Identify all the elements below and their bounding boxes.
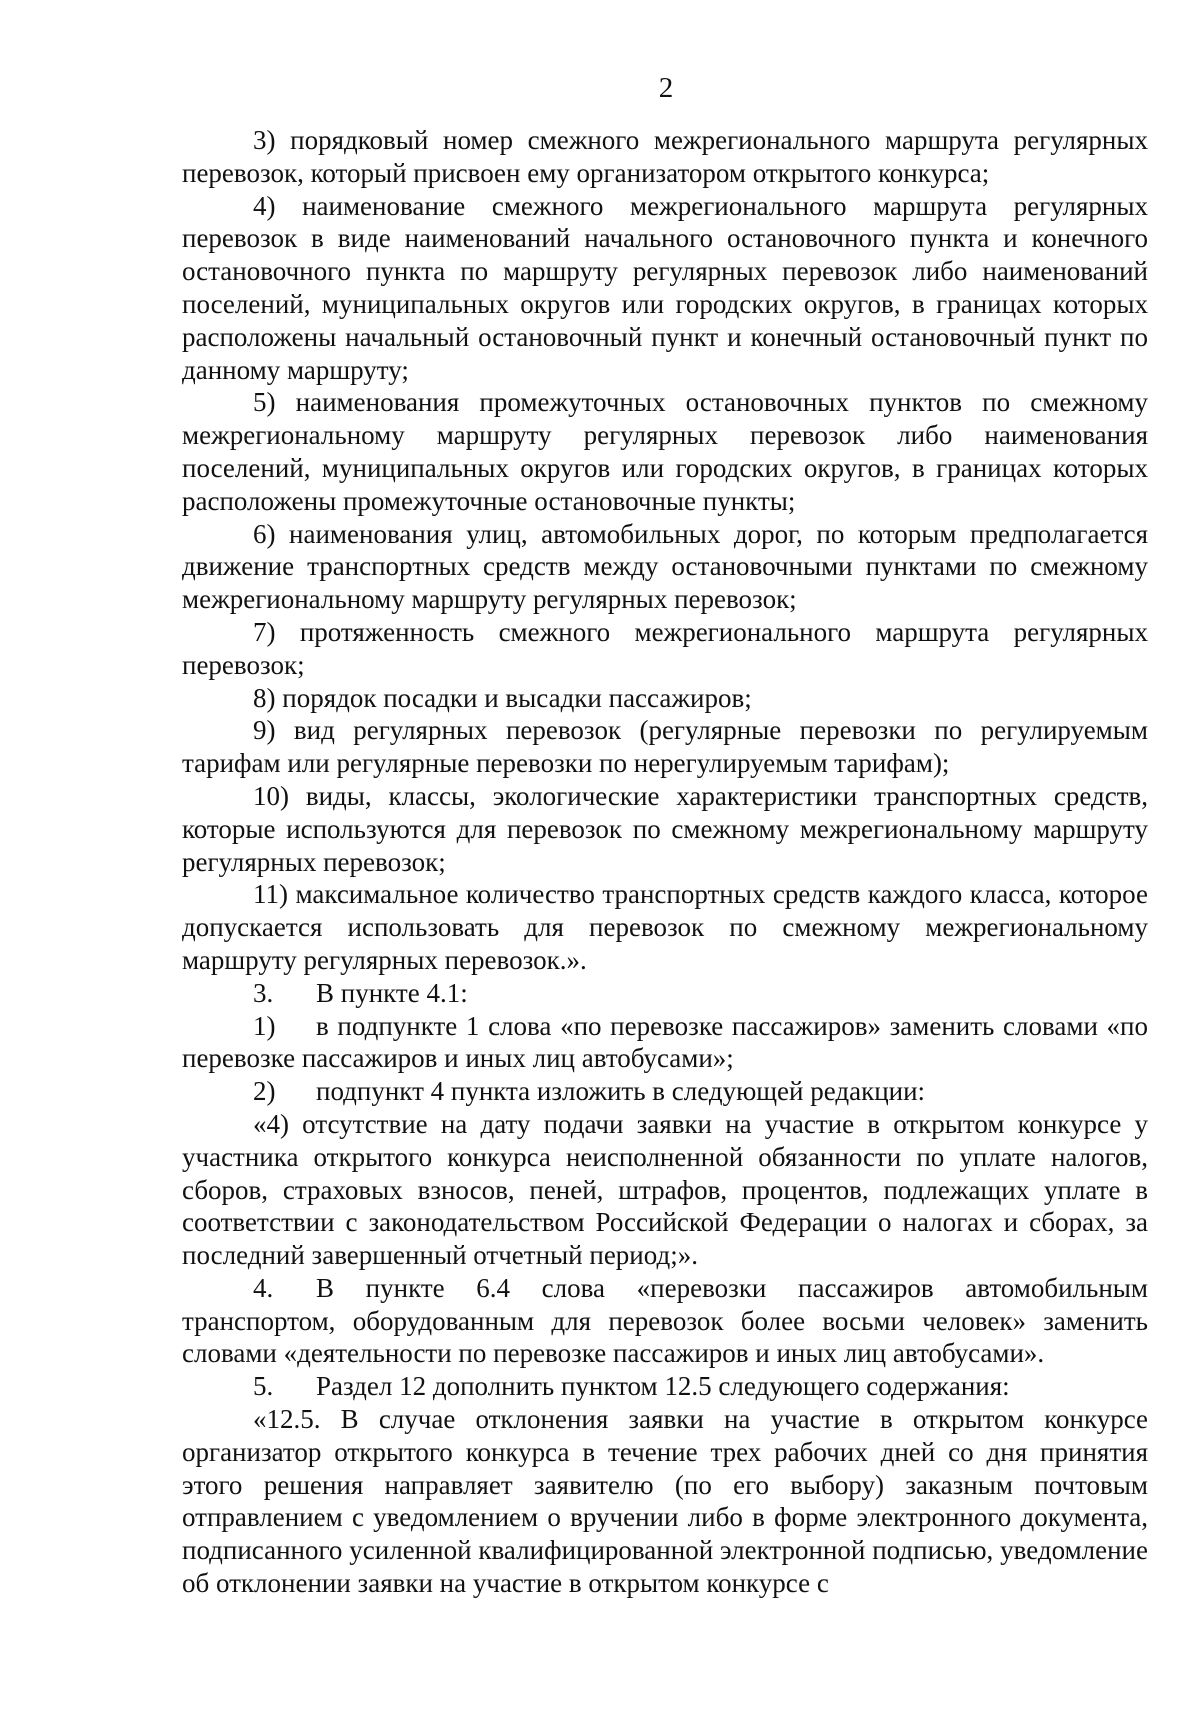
subclause-1 — [182, 1010, 1148, 1076]
paragraph-text: 3) порядковый номер смежного межрегионального маршрута регулярных перевозок, который присвоен ему организатором открытого конкурса; — [182, 125, 1148, 188]
paragraph-item-8 — [182, 682, 1148, 715]
paragraph-item-7 — [182, 616, 1148, 682]
clause-number: 5. — [253, 1371, 274, 1402]
paragraph-text: в подпункте 1 слова «по перевозке пассажиров» заменить словами «по перевозке пассажиров и иных лиц автобусами»; — [182, 1010, 1148, 1074]
paragraph-item-3 — [182, 124, 1148, 190]
document-body — [182, 124, 1148, 1600]
page-number: 2 — [658, 72, 674, 104]
paragraph-text: 5) наименования промежуточных остановочных пунктов по смежному межрегиональному маршруту регулярных перевозок либо наименования поселений, муниципальных округов или городских округов, в границах которых расположены промежуточные остановочные пункты; — [182, 387, 1148, 516]
paragraph-text: 11) максимальное количество транспортных средств каждого класса, которое допускается использовать для перевозок по смежному межрегиональному маршруту регулярных перевозок.». — [182, 879, 1148, 975]
paragraph-text: «12.5. В случае отклонения заявки на участие в открытом конкурсе организатор открытого конкурса в течение трех рабочих дней со дня принятия этого решения направляет заявителю (по его выбору) заказным почтовым отправлением с уведомлением о вручении либо в форме электронного документа, подписанного усиленной квалифицированной электронной подписью, уведомление об отклонении заявки на участие в открытом конкурсе с — [182, 1404, 1148, 1599]
paragraph-text: В пункте 4.1: — [316, 977, 468, 1008]
clause-5 — [182, 1370, 1148, 1403]
paragraph-item-5 — [182, 386, 1148, 517]
paragraph-text: «4) отсутствие на дату подачи заявки на участие в открытом конкурсе у участника открытого конкурса неисполненной обязанности по уплате налогов, сборов, страховых взносов, пеней, штрафов, процентов, подлежащих уплате в соответствии с законодательством Российской Федерации о налогах и сборах, за последний завершенный отчетный период;». — [182, 1108, 1148, 1271]
clause-number: 2) — [253, 1076, 276, 1107]
paragraph-text: 7) протяженность смежного межрегионального маршрута регулярных перевозок; — [182, 616, 1148, 680]
paragraph-text: 10) виды, классы, экологические характеристики транспортных средств, которые используются для перевозок по смежному межрегиональному маршруту регулярных перевозок; — [182, 780, 1148, 877]
subclause-2 — [182, 1075, 1148, 1108]
clause-number: 1) — [253, 1010, 276, 1041]
paragraph-item-11 — [182, 878, 1148, 976]
clause-number: 3. — [253, 977, 274, 1008]
paragraph-item-4 — [182, 190, 1148, 387]
quoted-subclause-4 — [182, 1108, 1148, 1272]
paragraph-text: 4) наименование смежного межрегионального маршрута регулярных перевозок в виде наименований начального остановочного пункта и конечного остановочного пункта по маршруту регулярных перевозок либо наименований поселений, муниципальных округов или городских округов, в границах которых расположены начальный остановочный пункт и конечный остановочный пункт по данному маршруту; — [182, 190, 1148, 385]
paragraph-item-6 — [182, 518, 1148, 616]
paragraph-text: В пункте 6.4 слова «перевозки пассажиров автомобильным транспортом, оборудованным для перевозок более восьми человек» заменить словами «деятельности по перевозке пассажиров и иных лиц автобусами». — [182, 1272, 1148, 1369]
paragraph-text: 9) вид регулярных перевозок (регулярные перевозки по регулируемым тарифам или регулярные перевозки по нерегулируемым тарифам); — [182, 715, 1148, 779]
paragraph-item-10 — [182, 780, 1148, 878]
paragraph-text: Раздел 12 дополнить пунктом 12.5 следующего содержания: — [316, 1371, 1010, 1402]
paragraph-item-9 — [182, 714, 1148, 780]
clause-3 — [182, 977, 1148, 1010]
paragraph-text: подпункт 4 пункта изложить в следующей редакции: — [316, 1076, 926, 1107]
quoted-clause-12-5 — [182, 1403, 1148, 1600]
paragraph-text: 8) порядок посадки и высадки пассажиров; — [253, 682, 752, 713]
clause-number: 4. — [253, 1272, 274, 1303]
paragraph-text: 6) наименования улиц, автомобильных дорог, по которым предполагается движение транспортных средств между остановочными пунктами по смежному межрегиональному маршруту регулярных перевозок; — [182, 518, 1148, 615]
clause-4 — [182, 1272, 1148, 1370]
